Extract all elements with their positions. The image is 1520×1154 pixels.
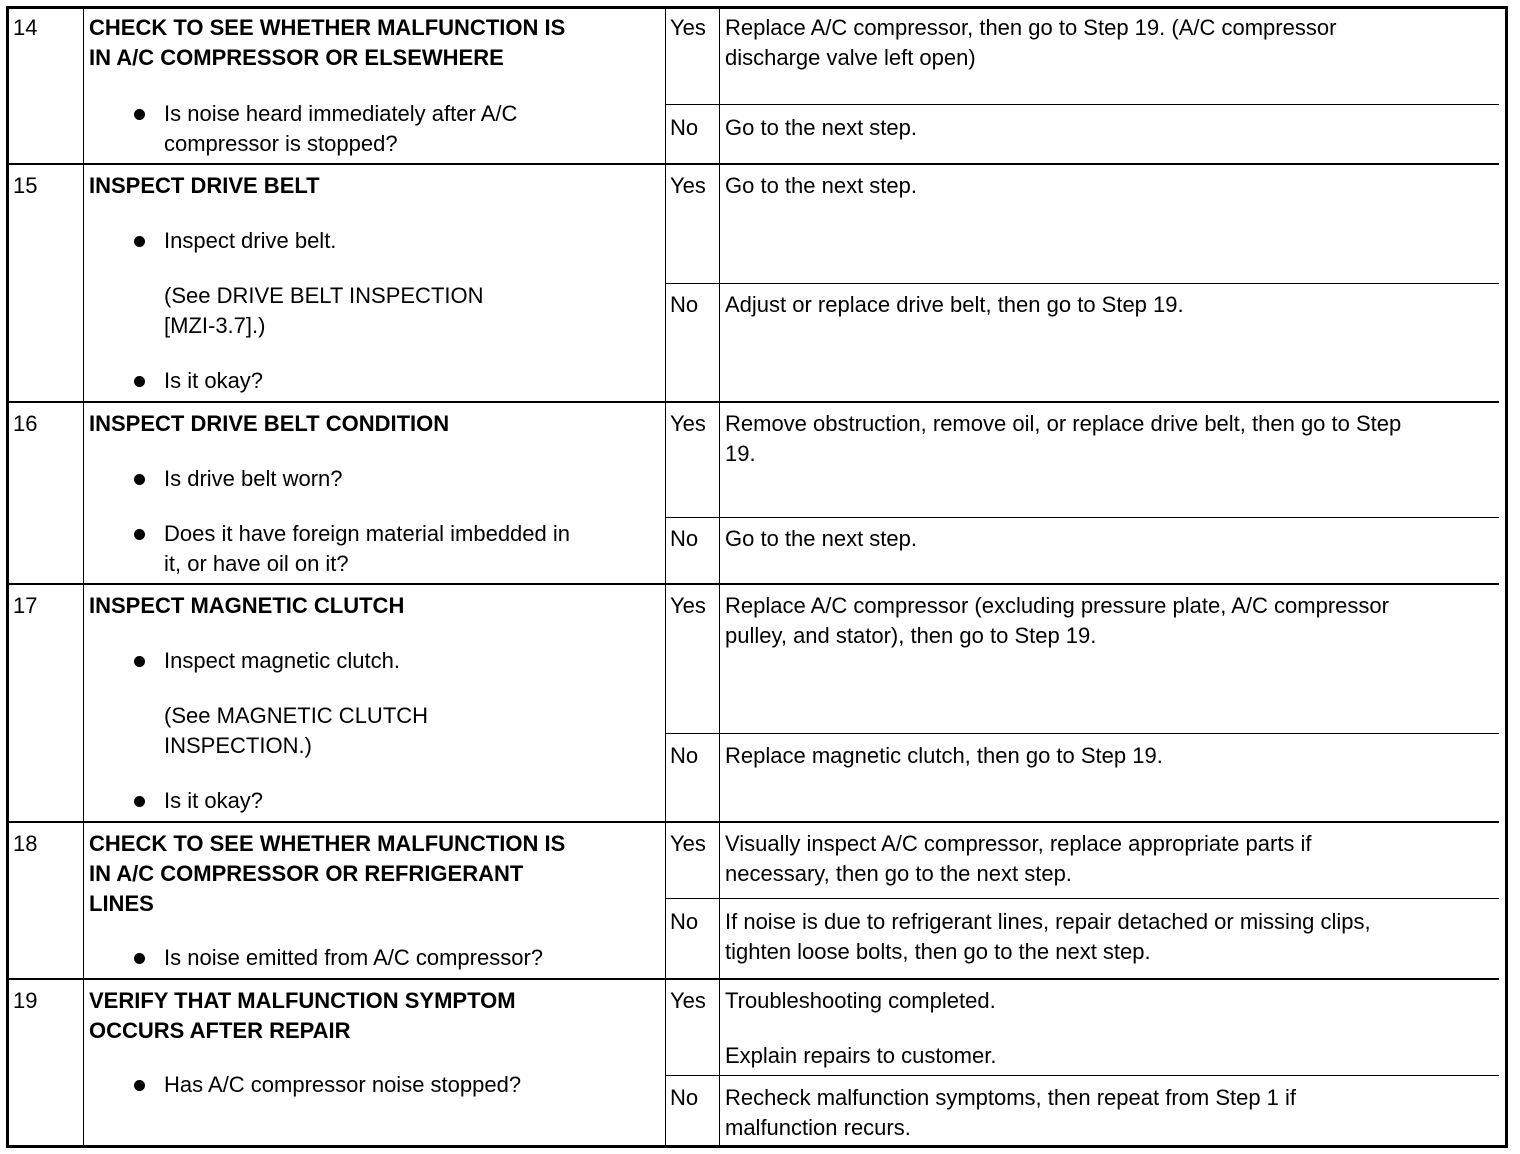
step-title: INSPECT MAGNETIC CLUTCH [89, 593, 405, 618]
step-title: INSPECT DRIVE BELT CONDITION [89, 411, 450, 436]
step-number: 18 [13, 831, 38, 856]
check-item: Is it okay? [164, 368, 264, 393]
step-number: 15 [13, 173, 38, 198]
step-number: 14 [13, 15, 38, 40]
no-label: No [670, 115, 699, 140]
no-action: Recheck malfunction symptoms, then repeat from Step 1 if [725, 1085, 1297, 1110]
step-title: CHECK TO SEE WHETHER MALFUNCTION IS [89, 15, 566, 40]
step-number: 19 [13, 988, 38, 1013]
yes-label: Yes [670, 411, 706, 436]
bullet-icon [134, 1080, 145, 1091]
yes-no-separator [665, 517, 1499, 518]
check-item: Inspect drive belt. [164, 228, 337, 253]
check-item: Is noise emitted from A/C compressor? [164, 945, 544, 970]
bullet-icon [134, 376, 145, 387]
check-item: Is noise heard immediately after A/C [164, 101, 518, 126]
column-separator [83, 9, 84, 1145]
bullet-icon [134, 953, 145, 964]
yes-action: necessary, then go to the next step. [725, 861, 1072, 886]
bullet-icon [134, 656, 145, 667]
check-item: Is drive belt worn? [164, 466, 343, 491]
yes-action: Go to the next step. [725, 173, 918, 198]
step-title: OCCURS AFTER REPAIR [89, 1018, 351, 1043]
step-number: 16 [13, 411, 38, 436]
reference-note: INSPECTION.) [164, 733, 312, 758]
yes-action: pulley, and stator), then go to Step 19. [725, 623, 1097, 648]
yes-no-separator [665, 1075, 1499, 1076]
check-item: Does it have foreign material imbedded in [164, 521, 571, 546]
no-action: tighten loose bolts, then go to the next step. [725, 939, 1151, 964]
step-title: VERIFY THAT MALFUNCTION SYMPTOM [89, 988, 516, 1013]
row-separator [9, 401, 1499, 403]
bullet-icon [134, 109, 145, 120]
check-item: Has A/C compressor noise stopped? [164, 1072, 522, 1097]
step-title: IN A/C COMPRESSOR OR ELSEWHERE [89, 45, 504, 70]
yes-no-separator [665, 733, 1499, 734]
no-action: Replace magnetic clutch, then go to Step 19. [725, 743, 1163, 768]
yes-action: discharge valve left open) [725, 45, 976, 70]
no-action: If noise is due to refrigerant lines, repair detached or missing clips, [725, 909, 1371, 934]
step-title: INSPECT DRIVE BELT [89, 173, 320, 198]
yes-action: Explain repairs to customer. [725, 1043, 997, 1068]
check-item: it, or have oil on it? [164, 551, 349, 576]
no-action: Go to the next step. [725, 526, 918, 551]
reference-note: [MZI-3.7].) [164, 313, 266, 338]
column-separator [665, 9, 666, 1145]
troubleshooting-table [6, 6, 1508, 1148]
check-item: Inspect magnetic clutch. [164, 648, 401, 673]
check-item: Is it okay? [164, 788, 264, 813]
bullet-icon [134, 529, 145, 540]
column-separator [719, 9, 720, 1145]
step-title: CHECK TO SEE WHETHER MALFUNCTION IS [89, 831, 566, 856]
no-action: malfunction recurs. [725, 1115, 911, 1140]
no-action: Adjust or replace drive belt, then go to Step 19. [725, 292, 1184, 317]
yes-action: Replace A/C compressor, then go to Step 19. (A/C compressor [725, 15, 1337, 40]
row-separator [9, 583, 1499, 585]
reference-note: (See DRIVE BELT INSPECTION [164, 283, 484, 308]
reference-note: (See MAGNETIC CLUTCH [164, 703, 429, 728]
step-title: LINES [89, 891, 154, 916]
yes-label: Yes [670, 831, 706, 856]
row-separator [9, 821, 1499, 823]
yes-action: Visually inspect A/C compressor, replace appropriate parts if [725, 831, 1312, 856]
yes-label: Yes [670, 988, 706, 1013]
row-separator [9, 163, 1499, 165]
step-title: IN A/C COMPRESSOR OR REFRIGERANT [89, 861, 524, 886]
yes-label: Yes [670, 593, 706, 618]
yes-no-separator [665, 898, 1499, 899]
no-action: Go to the next step. [725, 115, 918, 140]
yes-action: Remove obstruction, remove oil, or replace drive belt, then go to Step [725, 411, 1402, 436]
no-label: No [670, 526, 699, 551]
yes-action: Troubleshooting completed. [725, 988, 996, 1013]
yes-label: Yes [670, 15, 706, 40]
check-item: compressor is stopped? [164, 131, 398, 156]
yes-action: 19. [725, 441, 756, 466]
bullet-icon [134, 236, 145, 247]
no-label: No [670, 909, 699, 934]
yes-label: Yes [670, 173, 706, 198]
no-label: No [670, 292, 699, 317]
no-label: No [670, 743, 699, 768]
bullet-icon [134, 796, 145, 807]
step-number: 17 [13, 593, 38, 618]
row-separator [9, 978, 1499, 980]
yes-no-separator [665, 283, 1499, 284]
yes-action: Replace A/C compressor (excluding pressure plate, A/C compressor [725, 593, 1389, 618]
no-label: No [670, 1085, 699, 1110]
bullet-icon [134, 474, 145, 485]
yes-no-separator [665, 104, 1499, 105]
